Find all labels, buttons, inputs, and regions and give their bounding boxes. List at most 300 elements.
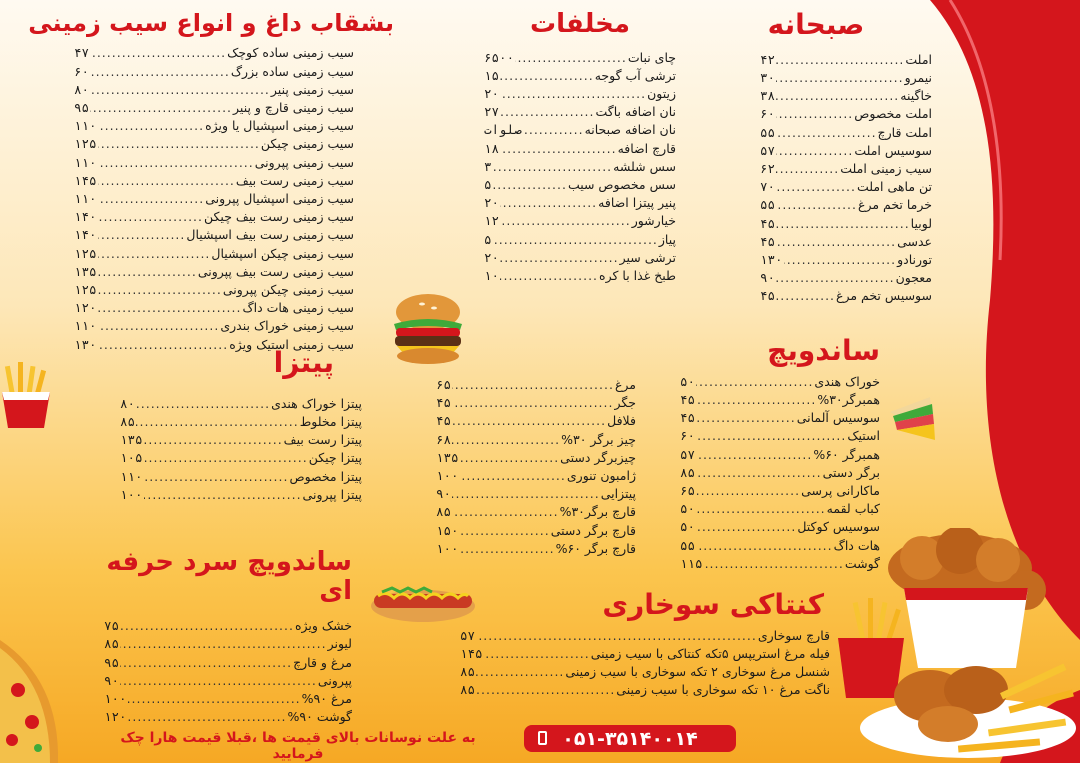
- menu-item-leader: [98, 245, 211, 263]
- menu-item: [436, 467, 636, 485]
- menu-item-price: ۱۲۵: [74, 282, 97, 298]
- menu-item-price: ۸۵: [104, 636, 120, 652]
- menu-item-name: طبخ غذا با کره: [599, 268, 676, 284]
- menu-item-price: ۶۰: [760, 106, 776, 122]
- menu-item: [760, 142, 932, 160]
- menu-item-price: ۵: [484, 177, 492, 193]
- menu-item: [74, 317, 354, 335]
- menu-item-leader: [476, 681, 615, 699]
- menu-item-name: مرغ: [614, 377, 636, 392]
- sandwich-col2-items: [436, 376, 636, 558]
- menu-item-name: فیله مرغ استریپس ۵تکه کنتاکی با سیب زمینی: [590, 646, 830, 661]
- menu-item: [460, 663, 830, 681]
- menu-item-leader: [452, 431, 560, 449]
- menu-item-leader: [90, 63, 230, 81]
- potato-title: بشقاب داغ و انواع سیب زمینی: [28, 9, 394, 37]
- menu-item: [460, 627, 830, 645]
- menu-item-leader: [452, 412, 606, 430]
- menu-item: [120, 431, 362, 449]
- menu-item-name: زیتون: [647, 86, 676, 101]
- menu-item-name: قارچ برگر ۶۰%: [555, 540, 636, 556]
- menu-item-price: ۵۷: [680, 446, 696, 462]
- menu-item-name: پیتزایی: [600, 486, 636, 502]
- menu-item-name: عدسی: [897, 233, 932, 249]
- menu-item-name: برگر دستی: [822, 464, 880, 480]
- menu-item-leader: [493, 158, 613, 176]
- menu-item-price: صلوات: [484, 122, 522, 138]
- menu-item-price: ۲۰: [484, 249, 500, 265]
- menu-item-price: ۱۲: [484, 213, 500, 229]
- menu-item-name: سیب زمینی رست بیف اسپشیال: [186, 227, 354, 243]
- menu-item: [760, 196, 932, 214]
- menu-item-name: چیز برگر ۳۰%: [561, 431, 636, 447]
- menu-item-name: مرغ ۹۰%: [301, 691, 352, 706]
- menu-item-leader: [128, 690, 301, 708]
- menu-item-price: ۱۰۰: [436, 540, 459, 556]
- menu-item-price: ۱۳۵: [436, 449, 459, 465]
- menu-item-price: ۳: [484, 158, 492, 174]
- menu-item-name: خاگینه: [900, 88, 932, 104]
- coldsandwich-items: [104, 617, 352, 726]
- menu-item-name: پیتزا رست بیف: [283, 432, 362, 448]
- menu-item: [680, 409, 880, 427]
- menu-item-price: ۱۱۰: [74, 191, 97, 207]
- menu-item-name: نیمرو: [904, 70, 932, 85]
- menu-item-price: ۱۳۰: [760, 252, 783, 268]
- menu-item-price: ۱۵: [484, 67, 500, 83]
- menu-item-price: ۱۰۵: [120, 450, 143, 466]
- menu-item-leader: [500, 194, 597, 212]
- menu-item-price: ۸۵: [436, 504, 452, 520]
- menu-item-name: سوسیس آلمانی: [796, 410, 880, 426]
- menu-item-price: ۶۵: [436, 377, 452, 392]
- menu-item-price: ۱۰۰: [120, 486, 143, 502]
- menu-item: [680, 391, 880, 409]
- menu-item-price: ۱۴۵: [460, 646, 483, 661]
- menu-item-name: سس شلشه: [613, 158, 676, 174]
- menu-item-leader: [500, 140, 617, 158]
- menu-item-price: ۳۸: [760, 88, 776, 104]
- menu-item-price: ۸۵: [120, 414, 136, 429]
- menu-item-price: ۴۵: [760, 288, 776, 304]
- menu-item-name: شنسل مرغ سوخاری ۲ تکه سوخاری با سیب زمینی: [565, 664, 830, 680]
- menu-item: [484, 267, 676, 285]
- breakfast-title: صبحانه: [767, 8, 865, 41]
- menu-item-name: کباب لقمه: [826, 501, 880, 517]
- menu-item-name: خشک ویژه: [294, 618, 352, 634]
- menu-item-leader: [144, 468, 289, 486]
- menu-item-name: قارچ اضافه: [617, 140, 676, 156]
- menu-item-leader: [144, 431, 283, 449]
- menu-item-leader: [452, 394, 613, 412]
- menu-item-leader: [98, 172, 235, 190]
- menu-item: [760, 178, 932, 196]
- menu-item-price: ۵۵: [680, 537, 696, 553]
- menu-item-price: ۲۰: [484, 195, 500, 211]
- extras-items: [484, 49, 676, 286]
- menu-item: [484, 49, 676, 67]
- menu-item-name: تن ماهی املت: [856, 179, 932, 195]
- menu-item-name: سیب زمینی اسپشیال پپرونی: [205, 191, 354, 207]
- menu-item: [760, 269, 932, 287]
- menu-item: [760, 51, 932, 69]
- menu-item-price: ۱۴۵: [74, 172, 97, 188]
- menu-item-price: ۲۷: [484, 104, 500, 120]
- menu-item: [74, 44, 354, 62]
- menu-item-name: سیب زمینی رست بیف: [235, 172, 354, 188]
- phone-badge[interactable]: [524, 725, 736, 752]
- menu-item-price: ۸۰: [120, 395, 136, 411]
- pizza-section: [92, 348, 362, 504]
- menu-item: [120, 468, 362, 486]
- sandwich-items: [680, 373, 880, 573]
- sandwich-col2-section: [436, 376, 636, 558]
- coldsandwich-title: ساندویچ سرد حرفه ای: [106, 547, 352, 606]
- menu-item-leader: [98, 190, 205, 208]
- menu-item-name: سیب زمینی قارچ و پنیر: [233, 100, 354, 115]
- menu-item-leader: [98, 226, 186, 244]
- menu-item-leader: [144, 449, 308, 467]
- phone-number: ۰۵۱-۳۵۱۴۰۰۱۴: [562, 727, 698, 750]
- menu-item-leader: [776, 178, 856, 196]
- menu-item-price: ۹۰: [760, 270, 776, 286]
- menu-item: [484, 103, 676, 121]
- menu-item-leader: [776, 287, 835, 305]
- menu-item-name: معجون: [895, 270, 932, 286]
- menu-item-price: ۵۵: [760, 124, 776, 140]
- menu-item-leader: [90, 99, 232, 117]
- menu-item-leader: [776, 196, 857, 214]
- menu-item-leader: [98, 263, 197, 281]
- menu-item: [484, 212, 676, 230]
- menu-item-leader: [460, 522, 550, 540]
- menu-item: [74, 245, 354, 263]
- menu-item-price: ۱۴۰: [74, 227, 97, 243]
- menu-item-leader: [136, 395, 270, 413]
- menu-item-leader: [776, 215, 910, 233]
- potato-items: [74, 44, 354, 353]
- menu-item-name: سیب زمینی ساده بزرگ: [230, 63, 354, 79]
- menu-item: [680, 555, 880, 573]
- menu-item-price: ۴۵: [680, 392, 696, 407]
- menu-item-name: قارچ برگر دستی: [550, 522, 636, 538]
- menu-item-leader: [776, 69, 904, 87]
- menu-item-name: همبرگر۳۰%: [817, 392, 880, 407]
- menu-item-name: سیب زمینی پنیر: [270, 81, 354, 97]
- menu-item-price: ۶۵: [680, 483, 696, 499]
- menu-item-price: ۵: [484, 231, 492, 247]
- menu-item: [484, 231, 676, 249]
- menu-item-price: ۴۵: [680, 410, 696, 426]
- menu-item-name: پیاز: [658, 231, 676, 247]
- menu-item-leader: [776, 142, 853, 160]
- potato-section: [22, 9, 394, 354]
- menu-item-name: املت قارچ: [877, 124, 932, 140]
- menu-item-name: خوراک هندی: [814, 373, 880, 389]
- menu-item-name: نان اضافه باگت: [595, 104, 676, 120]
- menu-item: [760, 87, 932, 105]
- menu-item: [74, 281, 354, 299]
- menu-item-leader: [452, 376, 614, 394]
- menu-item-leader: [776, 233, 896, 251]
- menu-item-price: ۸۵: [460, 682, 476, 698]
- menu-item-price: ۱۱۰: [74, 154, 97, 170]
- menu-item-name: سس مخصوص سیب: [567, 177, 676, 193]
- kentucky-title: کنتاکی سوخاری: [602, 588, 824, 621]
- menu-item-price: ۱۲۵: [74, 136, 97, 152]
- menu-item: [74, 263, 354, 281]
- menu-item-leader: [120, 672, 317, 690]
- menu-item: [74, 208, 354, 226]
- menu-item-price: ۷۵: [104, 618, 120, 634]
- menu-item: [680, 500, 880, 518]
- menu-item-name: پیتزا چیکن: [308, 450, 362, 466]
- menu-item-leader: [460, 540, 555, 558]
- coldsandwich-section: [82, 548, 352, 726]
- menu-item: [104, 654, 352, 672]
- menu-item-leader: [704, 555, 844, 573]
- pizza-title: پیتزا: [273, 346, 334, 379]
- menu-item-leader: [696, 537, 833, 555]
- menu-item-leader: [493, 231, 658, 249]
- menu-item-leader: [98, 317, 220, 335]
- menu-item-leader: [144, 486, 302, 504]
- menu-item-name: گوشت ۹۰%: [287, 709, 352, 725]
- menu-item-name: قارچ برگر۳۰%: [559, 504, 636, 520]
- menu-item-leader: [120, 654, 292, 672]
- menu-item-price: ۵۰: [680, 519, 696, 535]
- menu-item-name: گوشت: [844, 555, 880, 571]
- menu-item-name: سیب زمینی چیکن اسپشیال: [211, 245, 354, 261]
- menu-item: [74, 226, 354, 244]
- menu-item-price: ۱۰: [484, 268, 500, 284]
- menu-item-leader: [776, 160, 839, 178]
- menu-item-price: ۱۱۰: [74, 118, 97, 134]
- menu-item-price: ۱۰۰: [436, 468, 459, 484]
- menu-item: [760, 160, 932, 178]
- menu-item: [436, 431, 636, 449]
- pizza-icon: [0, 640, 62, 763]
- menu-item-name: مرغ و قارچ: [293, 654, 352, 670]
- fries-icon: [0, 360, 52, 430]
- menu-item: [484, 194, 676, 212]
- menu-item-price: ۱۴۰: [74, 209, 97, 225]
- menu-item-name: سیب زمینی رست بیف پپرونی: [197, 263, 354, 279]
- burger-icon: [388, 290, 468, 368]
- menu-item-price: ۱۱۰: [120, 468, 143, 484]
- menu-item-leader: [484, 645, 590, 663]
- menu-item-leader: [452, 485, 600, 503]
- menu-item-price: ۱۰۰: [104, 691, 127, 706]
- menu-item-price: ۸۰: [74, 81, 90, 97]
- menu-item-price: ۱۲۵: [74, 245, 97, 261]
- menu-item: [74, 190, 354, 208]
- menu-item-price: ۱۸: [484, 140, 500, 156]
- menu-item-name: سیب زمینی چیکن پپرونی: [222, 282, 354, 298]
- menu-item: [484, 176, 676, 194]
- menu-item: [760, 251, 932, 269]
- menu-item-leader: [460, 467, 566, 485]
- menu-item: [484, 85, 676, 103]
- menu-item-price: ۸۵: [680, 464, 696, 480]
- menu-item-name: خرما تخم مرغ: [858, 197, 932, 213]
- menu-item-price: ۵۷: [460, 627, 476, 643]
- menu-item: [680, 464, 880, 482]
- menu-item-leader: [500, 67, 594, 85]
- menu-item: [120, 395, 362, 413]
- menu-item-price: ۴۷: [74, 45, 90, 61]
- extras-title: مخلفات: [529, 9, 631, 39]
- menu-item-name: ترشی سیر: [619, 249, 676, 265]
- menu-item-leader: [523, 121, 584, 139]
- menu-item-name: سیب زمینی پپرونی: [254, 154, 354, 170]
- menu-item-name: پیتزا خوراک هندی: [271, 395, 362, 411]
- menu-item: [436, 449, 636, 467]
- menu-item-leader: [696, 373, 813, 391]
- menu-item-name: پپرونی: [317, 672, 352, 688]
- menu-item-name: همبرگر ۶۰%: [813, 446, 880, 462]
- menu-item-leader: [500, 249, 619, 267]
- menu-item-name: ژامبون تنوری: [566, 468, 636, 484]
- menu-item-name: هات داگ: [833, 537, 880, 553]
- menu-item-price: ۳۰: [760, 70, 776, 85]
- menu-item-price: ۵۰: [680, 373, 696, 389]
- menu-item-leader: [452, 503, 559, 521]
- breakfast-section: [760, 10, 932, 306]
- menu-item-price: ۱۳۵: [74, 263, 97, 279]
- menu-item-name: سوسیس املت: [854, 142, 932, 158]
- phone-icon: [538, 731, 547, 745]
- menu-item-leader: [128, 708, 287, 726]
- menu-item-price: ۴۵: [760, 233, 776, 249]
- menu-item: [436, 412, 636, 430]
- menu-item-price: ۵۰: [680, 501, 696, 517]
- menu-item-price: ۹۵: [74, 100, 90, 115]
- menu-item-price: ۴۵: [760, 215, 776, 231]
- menu-item: [760, 124, 932, 142]
- menu-item-leader: [500, 103, 594, 121]
- menu-item-price: ۴۵: [436, 413, 452, 429]
- menu-item-name: نان اضافه صبحانه: [584, 122, 676, 138]
- menu-item-name: چیزبرگر دستی: [560, 449, 636, 465]
- menu-item-leader: [784, 251, 897, 269]
- menu-item-leader: [696, 446, 812, 464]
- menu-item-leader: [500, 85, 646, 103]
- menu-item: [120, 413, 362, 431]
- menu-item-price: ۸۵: [460, 664, 476, 680]
- menu-item-leader: [500, 212, 631, 230]
- menu-item-name: سیب زمینی رست بیف چیکن: [204, 209, 354, 225]
- menu-item-price: ۵۵: [760, 197, 776, 213]
- menu-item-name: املت: [905, 51, 932, 67]
- menu-item: [484, 140, 676, 158]
- menu-item-leader: [460, 449, 560, 467]
- menu-item: [760, 287, 932, 305]
- menu-item: [760, 215, 932, 233]
- menu-item: [680, 537, 880, 555]
- menu-item-leader: [696, 427, 846, 445]
- menu-item: [74, 117, 354, 135]
- kentucky-section: [440, 590, 830, 700]
- sandwich-icon: [885, 392, 940, 452]
- menu-item-name: سیب زمینی ساده کوچک: [227, 45, 354, 61]
- menu-item-leader: [90, 81, 270, 99]
- menu-item-price: ۶۰: [680, 428, 696, 444]
- menu-item: [484, 121, 676, 139]
- menu-item-name: پیتزا مخصوص: [289, 468, 362, 484]
- menu-item-price: ۱۲۰: [104, 709, 127, 725]
- menu-item-name: تورنادو: [897, 252, 932, 268]
- menu-item-name: سیب زمینی هات داگ: [242, 300, 354, 316]
- menu-item: [120, 449, 362, 467]
- menu-item: [484, 67, 676, 85]
- menu-item: [680, 373, 880, 391]
- menu-item-leader: [776, 87, 899, 105]
- menu-item-price: ۶۰: [74, 63, 90, 79]
- menu-item: [484, 249, 676, 267]
- menu-item: [760, 233, 932, 251]
- menu-item-name: سیب زمینی اسپشیال یا ویژه: [205, 118, 354, 134]
- menu-item-leader: [500, 267, 598, 285]
- menu-item-name: سوسیس کوکتل: [797, 519, 880, 535]
- menu-item-price: ۱۵۰: [436, 522, 459, 538]
- menu-item-leader: [98, 135, 260, 153]
- menu-item-price: ۶۵۰۰: [484, 49, 515, 65]
- menu-item-leader: [776, 105, 853, 123]
- menu-item-leader: [696, 409, 796, 427]
- menu-item-leader: [98, 154, 254, 172]
- menu-item-leader: [98, 117, 205, 135]
- menu-item-leader: [776, 51, 904, 69]
- menu-item: [680, 427, 880, 445]
- menu-item: [104, 672, 352, 690]
- menu-item-price: ۱۳۵: [120, 432, 143, 448]
- menu-item-name: جگر: [614, 395, 636, 411]
- menu-item: [74, 154, 354, 172]
- menu-item-leader: [476, 627, 757, 645]
- menu-item: [680, 482, 880, 500]
- menu-item-name: سیب زمینی استیک ویژه: [229, 336, 354, 352]
- menu-item-name: قارچ سوخاری: [757, 627, 830, 643]
- menu-item: [760, 105, 932, 123]
- menu-item: [436, 522, 636, 540]
- menu-item-name: ناگت مرغ ۱۰ تکه سوخاری با سیب زمینی: [616, 682, 830, 698]
- menu-item-name: ماکارانی پرسی: [801, 483, 880, 499]
- menu-item-name: چای نبات: [627, 49, 676, 65]
- menu-item-name: سوسیس تخم مرغ: [836, 288, 932, 304]
- menu-item-name: سیب زمینی چیکن: [260, 136, 354, 152]
- extras-section: [484, 10, 676, 285]
- menu-item-leader: [515, 49, 627, 67]
- sandwich-section: [650, 336, 880, 573]
- menu-item-name: ترشی آب گوجه: [594, 67, 676, 83]
- menu-item: [104, 708, 352, 726]
- menu-item-leader: [90, 44, 226, 62]
- menu-item-name: پنیر پیتزا اضافه: [598, 195, 676, 211]
- menu-item-leader: [98, 281, 222, 299]
- menu-item-leader: [136, 413, 299, 431]
- menu-item: [74, 81, 354, 99]
- menu-item-price: ۵۷: [760, 142, 776, 158]
- menu-item-leader: [696, 500, 826, 518]
- sandwich-title: ساندویچ: [767, 334, 880, 367]
- menu-item-leader: [476, 663, 564, 681]
- menu-item-leader: [696, 391, 816, 409]
- menu-item-name: سیب زمینی خوراک بندری: [220, 318, 354, 334]
- menu-item: [436, 394, 636, 412]
- menu-item-price: ۷۰: [760, 179, 776, 195]
- menu-item-price: ۴۵: [436, 395, 452, 411]
